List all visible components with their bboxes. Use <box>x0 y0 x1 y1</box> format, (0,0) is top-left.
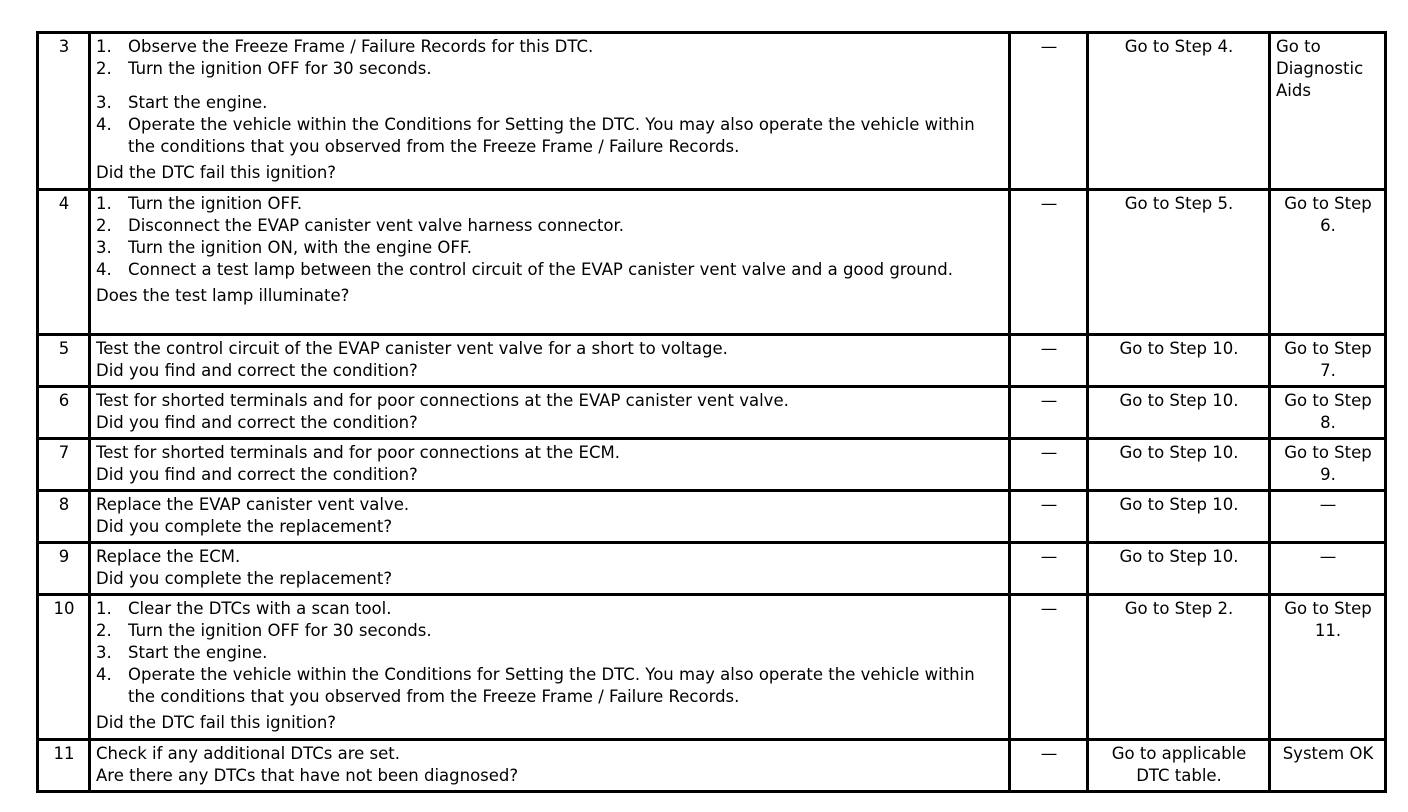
list-item <box>96 237 1004 259</box>
action-cell <box>90 595 1010 740</box>
item-number: 4. <box>96 115 112 134</box>
step-number: 4 <box>38 190 90 335</box>
no-cell: Go to Step 8. <box>1270 387 1386 439</box>
item-text: Clear the DTCs with a scan tool. <box>128 599 392 618</box>
table-row <box>38 740 1386 792</box>
item-number: 4. <box>96 665 112 684</box>
no-cell: Go to Diagnostic Aids <box>1270 33 1386 190</box>
table-row <box>38 439 1386 491</box>
item-number: 3. <box>96 93 112 112</box>
table-row <box>38 190 1386 335</box>
no-cell: Go to Step 7. <box>1270 335 1386 387</box>
item-number: 4. <box>96 260 112 279</box>
question-text: Did you find and correct the condition? <box>96 413 418 432</box>
value-cell: — <box>1010 543 1088 595</box>
item-number: 3. <box>96 238 112 257</box>
yes-cell: Go to Step 10. <box>1088 335 1270 387</box>
action-cell <box>90 387 1010 439</box>
item-text: Start the engine. <box>128 643 268 662</box>
yes-cell: Go to Step 2. <box>1088 595 1270 740</box>
table-row <box>38 33 1386 190</box>
list-item <box>96 92 1004 114</box>
question-text: Are there any DTCs that have not been diagnosed? <box>96 766 519 785</box>
action-cell <box>90 335 1010 387</box>
item-number: 2. <box>96 216 112 235</box>
item-number: 2. <box>96 59 112 78</box>
list-item <box>96 620 1004 642</box>
step-number: 3 <box>38 33 90 190</box>
list-item <box>96 58 1004 80</box>
step-number: 7 <box>38 439 90 491</box>
step-number: 6 <box>38 387 90 439</box>
no-cell: — <box>1270 491 1386 543</box>
list-item <box>96 598 1004 620</box>
no-cell: Go to Step 9. <box>1270 439 1386 491</box>
question-text: Did the DTC fail this ignition? <box>96 163 337 182</box>
list-item <box>96 215 1004 237</box>
item-text: Disconnect the EVAP canister vent valve harness connector. <box>128 216 625 235</box>
action-list <box>96 36 1004 158</box>
list-item <box>96 259 1004 281</box>
item-text: Operate the vehicle within the Conditions for Setting the DTC. You may also operate the vehicle within the conditions that you observed from the Freeze Frame / Failure Records. <box>128 665 975 706</box>
action-text: Replace the ECM. <box>96 547 241 566</box>
step-number: 10 <box>38 595 90 740</box>
list-item <box>96 664 1004 708</box>
action-cell <box>90 543 1010 595</box>
table-row <box>38 491 1386 543</box>
item-text: Operate the vehicle within the Conditions for Setting the DTC. You may also operate the vehicle within the conditions that you observed from the Freeze Frame / Failure Records. <box>128 115 975 156</box>
action-text: Replace the EVAP canister vent valve. <box>96 495 410 514</box>
item-text: Turn the ignition ON, with the engine OFF. <box>128 238 472 257</box>
action-text: Test for shorted terminals and for poor connections at the ECM. <box>96 443 620 462</box>
item-number: 1. <box>96 599 112 618</box>
action-cell <box>90 740 1010 792</box>
question-text: Did you complete the replacement? <box>96 569 393 588</box>
yes-cell: Go to Step 10. <box>1088 387 1270 439</box>
value-cell: — <box>1010 387 1088 439</box>
value-cell: — <box>1010 190 1088 335</box>
item-number: 3. <box>96 643 112 662</box>
item-text: Connect a test lamp between the control circuit of the EVAP canister vent valve and a good ground. <box>128 260 953 279</box>
diagnostic-table <box>36 31 1387 793</box>
item-number: 1. <box>96 194 112 213</box>
no-cell: System OK <box>1270 740 1386 792</box>
item-text: Turn the ignition OFF for 30 seconds. <box>128 621 432 640</box>
step-number: 11 <box>38 740 90 792</box>
yes-cell: Go to Step 4. <box>1088 33 1270 190</box>
value-cell: — <box>1010 595 1088 740</box>
item-text: Turn the ignition OFF for 30 seconds. <box>128 59 432 78</box>
action-cell <box>90 33 1010 190</box>
yes-cell: Go to Step 10. <box>1088 439 1270 491</box>
item-number: 1. <box>96 37 112 56</box>
value-cell: — <box>1010 491 1088 543</box>
step-number: 5 <box>38 335 90 387</box>
action-cell <box>90 491 1010 543</box>
action-text: Test for shorted terminals and for poor connections at the EVAP canister vent valve. <box>96 391 789 410</box>
question-text: Does the test lamp illuminate? <box>96 286 350 305</box>
action-list <box>96 598 1004 708</box>
no-cell: Go to Step 6. <box>1270 190 1386 335</box>
table-row <box>38 335 1386 387</box>
item-number: 2. <box>96 621 112 640</box>
question-text: Did you complete the replacement? <box>96 517 393 536</box>
yes-cell: Go to Step 5. <box>1088 190 1270 335</box>
item-text: Observe the Freeze Frame / Failure Records for this DTC. <box>128 37 594 56</box>
list-item <box>96 642 1004 664</box>
no-cell: Go to Step 11. <box>1270 595 1386 740</box>
action-cell <box>90 190 1010 335</box>
table-row <box>38 595 1386 740</box>
value-cell: — <box>1010 439 1088 491</box>
table-row <box>38 543 1386 595</box>
question-text: Did you find and correct the condition? <box>96 465 418 484</box>
list-item <box>96 36 1004 58</box>
action-cell <box>90 439 1010 491</box>
yes-cell: Go to Step 10. <box>1088 543 1270 595</box>
item-text: Turn the ignition OFF. <box>128 194 303 213</box>
action-text: Check if any additional DTCs are set. <box>96 744 400 763</box>
list-item <box>96 114 1004 158</box>
question-text: Did you find and correct the condition? <box>96 361 418 380</box>
item-text: Start the engine. <box>128 93 268 112</box>
step-number: 8 <box>38 491 90 543</box>
yes-cell: Go to applicable DTC table. <box>1088 740 1270 792</box>
table-row <box>38 387 1386 439</box>
value-cell: — <box>1010 740 1088 792</box>
no-cell: — <box>1270 543 1386 595</box>
value-cell: — <box>1010 335 1088 387</box>
yes-cell: Go to Step 10. <box>1088 491 1270 543</box>
step-number: 9 <box>38 543 90 595</box>
action-list <box>96 193 1004 281</box>
value-cell: — <box>1010 33 1088 190</box>
action-text: Test the control circuit of the EVAP canister vent valve for a short to voltage. <box>96 339 728 358</box>
list-item <box>96 193 1004 215</box>
question-text: Did the DTC fail this ignition? <box>96 713 337 732</box>
